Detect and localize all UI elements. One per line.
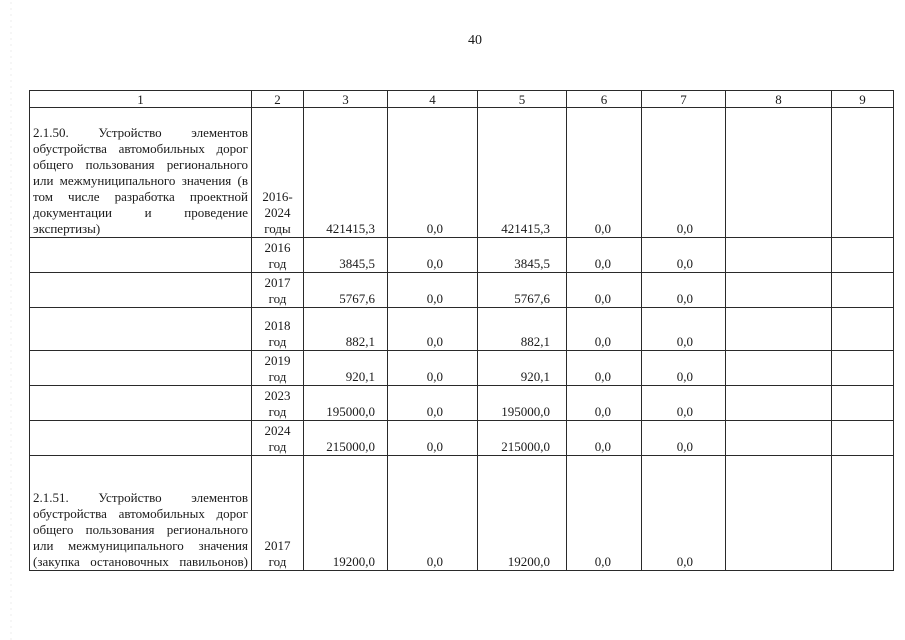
- value-col9: [832, 108, 894, 238]
- value-col7: 0,0: [642, 308, 726, 351]
- value-col3: 5767,6: [304, 273, 388, 308]
- value-col5: 421415,3: [478, 108, 567, 238]
- table-row: [30, 386, 894, 421]
- value-col3: 19200,0: [304, 456, 388, 571]
- column-header: 9: [832, 91, 894, 108]
- value-col7: 0,0: [642, 351, 726, 386]
- item-period: 2016 год: [252, 238, 304, 273]
- table-row: [30, 351, 894, 386]
- value-col6: 0,0: [567, 386, 642, 421]
- column-header: 1: [30, 91, 252, 108]
- table-row: [30, 456, 894, 571]
- item-description: [30, 238, 252, 273]
- item-description: [30, 273, 252, 308]
- value-col7: 0,0: [642, 386, 726, 421]
- value-col5: 195000,0: [478, 386, 567, 421]
- value-col9: [832, 421, 894, 456]
- value-col4: 0,0: [388, 421, 478, 456]
- column-header: 7: [642, 91, 726, 108]
- column-header: 8: [726, 91, 832, 108]
- value-col3: 882,1: [304, 308, 388, 351]
- value-col5: 3845,5: [478, 238, 567, 273]
- value-col8: [726, 351, 832, 386]
- item-description: 2.1.50. Устройство элементов обустройства автомобильных дорог общего пользования регионального или межмуниципального значения (в том числе разработка проектной документации и проведение экспертизы): [30, 108, 252, 238]
- item-period: 2016-2024 годы: [252, 108, 304, 238]
- item-description: [30, 351, 252, 386]
- value-col8: [726, 238, 832, 273]
- value-col6: 0,0: [567, 273, 642, 308]
- table-row: [30, 308, 894, 351]
- item-period: 2024 год: [252, 421, 304, 456]
- value-col3: 195000,0: [304, 386, 388, 421]
- value-col5: 920,1: [478, 351, 567, 386]
- item-description: [30, 421, 252, 456]
- value-col5: 215000,0: [478, 421, 567, 456]
- value-col7: 0,0: [642, 456, 726, 571]
- value-col6: 0,0: [567, 108, 642, 238]
- budget-table: [29, 90, 894, 571]
- value-col9: [832, 351, 894, 386]
- value-col8: [726, 456, 832, 571]
- value-col7: 0,0: [642, 238, 726, 273]
- value-col6: 0,0: [567, 421, 642, 456]
- value-col5: 882,1: [478, 308, 567, 351]
- value-col6: 0,0: [567, 238, 642, 273]
- scan-edge-artifact: [10, 0, 12, 640]
- column-header: 2: [252, 91, 304, 108]
- item-description: [30, 386, 252, 421]
- value-col4: 0,0: [388, 238, 478, 273]
- table-row: [30, 108, 894, 238]
- column-header: 6: [567, 91, 642, 108]
- value-col4: 0,0: [388, 273, 478, 308]
- item-period: 2017 год: [252, 456, 304, 571]
- value-col5: 19200,0: [478, 456, 567, 571]
- value-col9: [832, 456, 894, 571]
- value-col7: 0,0: [642, 421, 726, 456]
- table-row: [30, 273, 894, 308]
- value-col9: [832, 386, 894, 421]
- value-col8: [726, 108, 832, 238]
- value-col9: [832, 273, 894, 308]
- item-period: 2017 год: [252, 273, 304, 308]
- item-description: 2.1.51. Устройство элементов обустройства автомобильных дорог общего пользования регионального или межмуниципального значения (закупка остановочных павильонов): [30, 456, 252, 571]
- value-col3: 3845,5: [304, 238, 388, 273]
- value-col4: 0,0: [388, 308, 478, 351]
- value-col8: [726, 273, 832, 308]
- value-col7: 0,0: [642, 108, 726, 238]
- column-header: 3: [304, 91, 388, 108]
- value-col8: [726, 386, 832, 421]
- table-header-row: [30, 91, 894, 108]
- column-header: 4: [388, 91, 478, 108]
- value-col4: 0,0: [388, 351, 478, 386]
- value-col5: 5767,6: [478, 273, 567, 308]
- value-col3: 920,1: [304, 351, 388, 386]
- item-period: 2023 год: [252, 386, 304, 421]
- value-col6: 0,0: [567, 351, 642, 386]
- value-col3: 421415,3: [304, 108, 388, 238]
- value-col3: 215000,0: [304, 421, 388, 456]
- value-col4: 0,0: [388, 108, 478, 238]
- value-col8: [726, 308, 832, 351]
- column-header: 5: [478, 91, 567, 108]
- value-col9: [832, 308, 894, 351]
- value-col7: 0,0: [642, 273, 726, 308]
- value-col4: 0,0: [388, 386, 478, 421]
- value-col6: 0,0: [567, 308, 642, 351]
- value-col6: 0,0: [567, 456, 642, 571]
- item-period: 2019 год: [252, 351, 304, 386]
- item-description: [30, 308, 252, 351]
- value-col9: [832, 238, 894, 273]
- item-period: 2018 год: [252, 308, 304, 351]
- value-col8: [726, 421, 832, 456]
- table-row: [30, 238, 894, 273]
- value-col4: 0,0: [388, 456, 478, 571]
- page-number: 40: [468, 33, 482, 48]
- table-row: [30, 421, 894, 456]
